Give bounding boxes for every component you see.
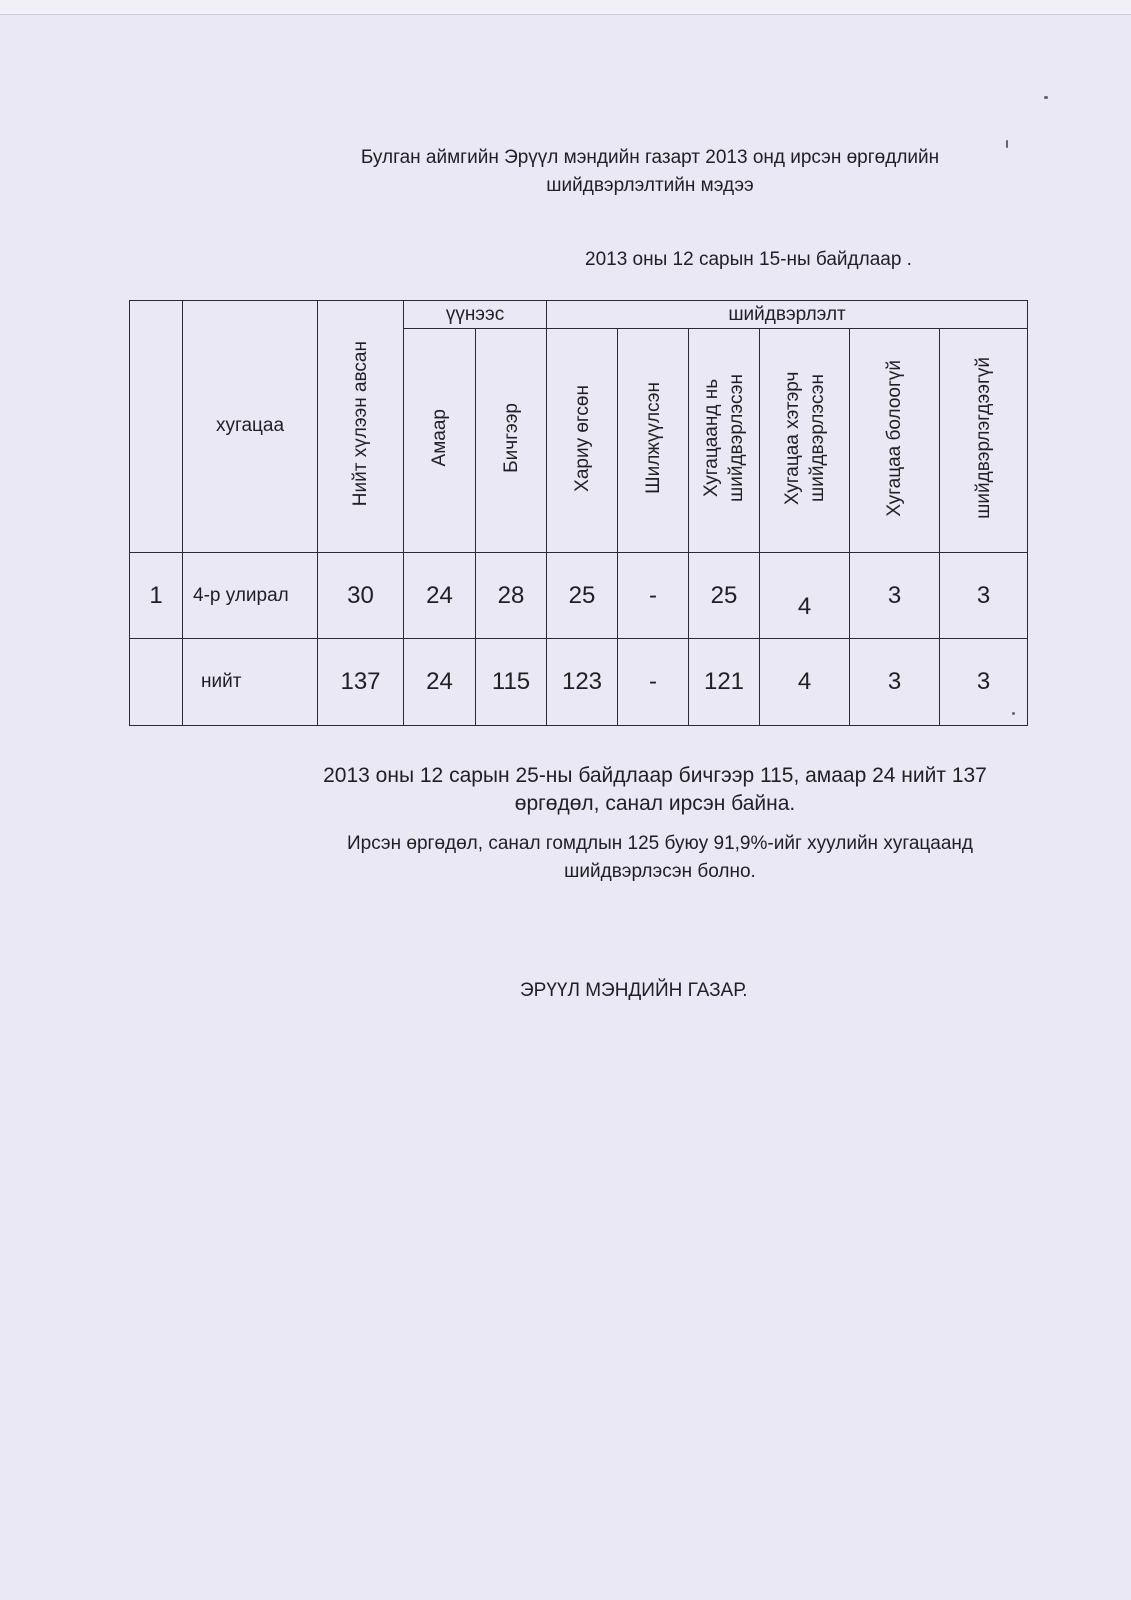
resolution-paragraph — [250, 830, 1070, 886]
header-group-source: үүнээс — [404, 301, 547, 329]
signature-organization: ЭРҮҮЛ МЭНДИЙН ГАЗАР. — [520, 980, 748, 1001]
cell-unresolved: 3 — [940, 639, 1028, 726]
header-period: хугацаа — [183, 301, 318, 553]
cell-transferred: - — [618, 552, 689, 639]
header-oral: Амаар — [404, 329, 476, 553]
resolution-line-1: Ирсэн өргөдөл, санал гомдлын 125 буюу 91,9%-ийг хуулийн хугацаанд — [346, 833, 974, 854]
resolution-line-2: шийдвэрлэсэн болно. — [564, 861, 756, 882]
cell-oral: 24 — [404, 639, 476, 726]
header-number — [130, 301, 183, 553]
cell-not-due: 3 — [850, 552, 940, 639]
cell-transferred: - — [618, 639, 689, 726]
cell-oral: 24 — [404, 552, 476, 639]
document-title — [250, 144, 1050, 200]
header-total: Нийт хүлээн авсан — [318, 301, 404, 553]
header-answered: Хариу өгсөн — [547, 329, 618, 553]
cell-late: 4 — [760, 552, 850, 639]
header-transferred: Шилжүүлсэн — [618, 329, 689, 553]
header-late: Хугацаа хэтэрч шийдвэрлэсэн — [760, 329, 850, 553]
row-period: 4-р улирал — [183, 552, 318, 639]
header-on-time: Хугацаанд нь шийдвэрлэсэн — [689, 329, 760, 553]
cell-on-time: 25 — [689, 552, 760, 639]
summary-line-1: 2013 оны 12 сарын 25-ны байдлаар бичгээр 115, амаар 24 нийт 137 — [323, 764, 987, 787]
cell-on-time: 121 — [689, 639, 760, 726]
table-row — [130, 639, 1028, 726]
cell-unresolved: 3 — [940, 552, 1028, 639]
cell-not-due: 3 — [850, 639, 940, 726]
header-unresolved: шийдвэрлэгдээгүй — [940, 329, 1028, 553]
cell-late: 4 — [760, 639, 850, 726]
title-line-1: Булган аймгийн Эрүүл мэндийн газарт 2013 онд ирсэн өргөдлийн — [360, 147, 940, 168]
cell-total: 30 — [318, 552, 404, 639]
cell-answered: 25 — [547, 552, 618, 639]
header-written: Бичгээр — [476, 329, 547, 553]
cell-total: 137 — [318, 639, 404, 726]
row-number — [130, 639, 183, 726]
title-line-2: шийдвэрлэлтийн мэдээ — [546, 175, 754, 196]
scan-speck — [1006, 140, 1008, 148]
summary-line-2: өргөдөл, санал ирсэн байна. — [514, 792, 796, 815]
scan-speck — [1012, 712, 1015, 715]
cell-written: 28 — [476, 552, 547, 639]
resolution-table — [129, 300, 1028, 726]
scan-speck — [1044, 96, 1048, 99]
report-date: 2013 оны 12 сарын 15-ны байдлаар . — [585, 249, 912, 270]
table-row — [130, 552, 1028, 639]
header-not-due: Хугацаа болоогүй — [850, 329, 940, 553]
row-period: нийт — [183, 639, 318, 726]
page-top-edge — [0, 0, 1131, 15]
cell-answered: 123 — [547, 639, 618, 726]
summary-paragraph — [240, 762, 1070, 818]
cell-written: 115 — [476, 639, 547, 726]
header-group-resolution: шийдвэрлэлт — [547, 301, 1028, 329]
row-number: 1 — [130, 552, 183, 639]
